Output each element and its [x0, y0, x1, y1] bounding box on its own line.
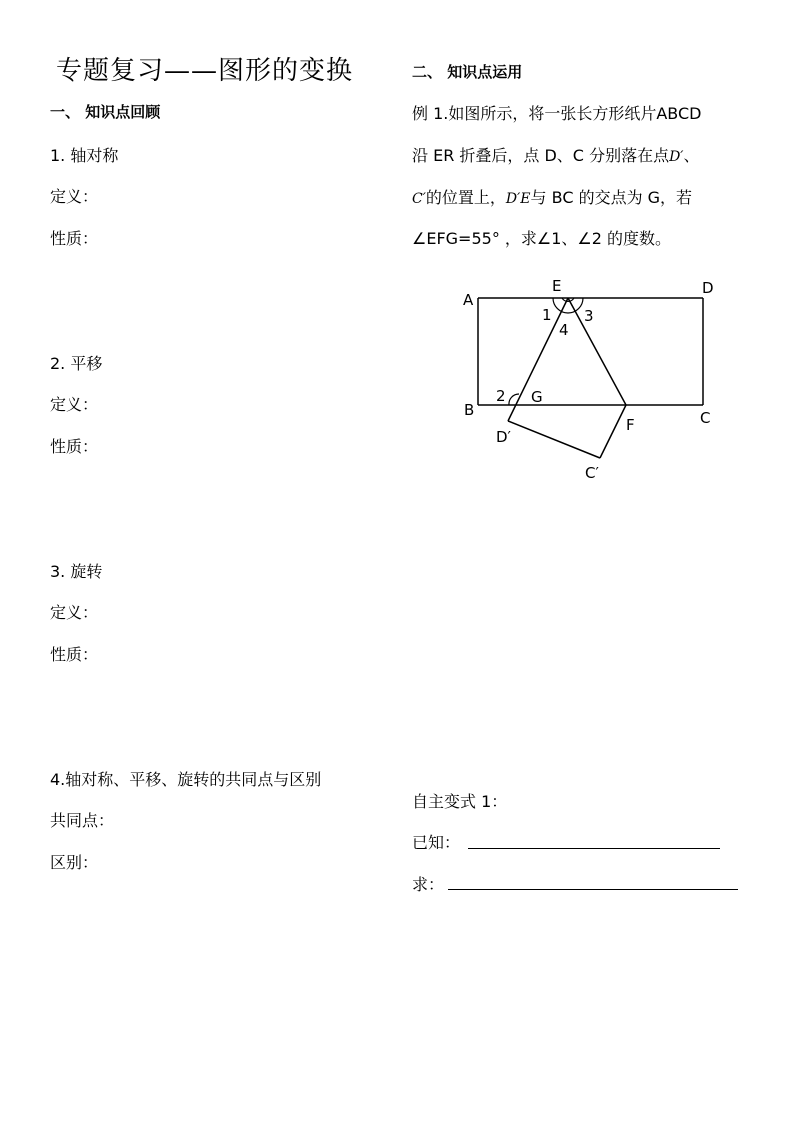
variant-given-blank[interactable] — [468, 848, 720, 849]
section-application-heading: 二、 知识点运用 — [412, 63, 523, 81]
label-angle-4: 4 — [559, 321, 569, 339]
label-e: E — [552, 277, 562, 295]
item-compare-difference: 区别： — [50, 853, 99, 872]
item-axial-symmetry-property: 性质： — [50, 229, 99, 248]
example-line-3 — [412, 185, 692, 208]
point-d-prime-symbol: D′ — [669, 149, 684, 165]
example-line-2-text: 沿 ER 折叠后，点 D、C 分别落在点 — [412, 146, 670, 165]
section-review-heading: 一、 知识点回顾 — [50, 103, 161, 121]
variant-find-blank[interactable] — [448, 889, 738, 890]
example-line-1: 例 1.如图所示，将一张长方形纸片ABCD — [412, 104, 702, 123]
label-d: D — [702, 279, 714, 297]
point-c-prime-symbol: C′ — [412, 191, 426, 207]
segment-d-prime-e-symbol: D′E — [505, 191, 531, 207]
item-axial-symmetry-heading: 1. 轴对称 — [50, 146, 119, 165]
page-title: 专题复习——图形的变换 — [56, 56, 354, 86]
folding-figure — [455, 272, 735, 487]
label-a: A — [463, 291, 474, 309]
label-angle-2: 2 — [496, 387, 506, 405]
label-b: B — [464, 401, 475, 419]
item-rotation-definition: 定义： — [50, 603, 99, 622]
segment-d-prime-c-prime — [508, 421, 600, 458]
label-angle-1: 1 — [542, 306, 552, 324]
angle-arc-1-3 — [553, 298, 583, 313]
label-c: C — [700, 409, 711, 427]
label-angle-3: 3 — [584, 307, 594, 325]
example-line-3-text-b: 与 BC 的交点为 G，若 — [530, 188, 693, 207]
label-c-prime: C′ — [585, 464, 599, 482]
label-g: G — [531, 388, 543, 406]
angle-arc-2 — [509, 394, 519, 405]
variant-find-label: 求： — [412, 875, 445, 894]
item-translation-heading: 2. 平移 — [50, 354, 103, 373]
item-axial-symmetry-definition: 定义： — [50, 187, 99, 206]
item-rotation-property: 性质： — [50, 645, 99, 664]
segment-ef — [568, 298, 626, 405]
variant-given-label: 已知： — [412, 833, 461, 852]
variant-title: 自主变式 1： — [412, 792, 508, 811]
label-f: F — [626, 416, 635, 434]
label-d-prime: D′ — [496, 428, 511, 446]
item-compare-heading: 4.轴对称、平移、旋转的共同点与区别 — [50, 770, 322, 789]
example-line-3-text-a: 的位置上， — [425, 188, 506, 207]
item-rotation-heading: 3. 旋转 — [50, 562, 103, 581]
example-line-2-sep: 、 — [683, 146, 700, 165]
example-line-4: ∠EFG=55° ，求∠1、∠2 的度数。 — [412, 229, 672, 248]
item-translation-definition: 定义： — [50, 395, 99, 414]
segment-c-prime-f — [600, 405, 626, 458]
example-line-2 — [412, 143, 700, 166]
item-compare-common: 共同点： — [50, 811, 115, 830]
item-translation-property: 性质： — [50, 437, 99, 456]
